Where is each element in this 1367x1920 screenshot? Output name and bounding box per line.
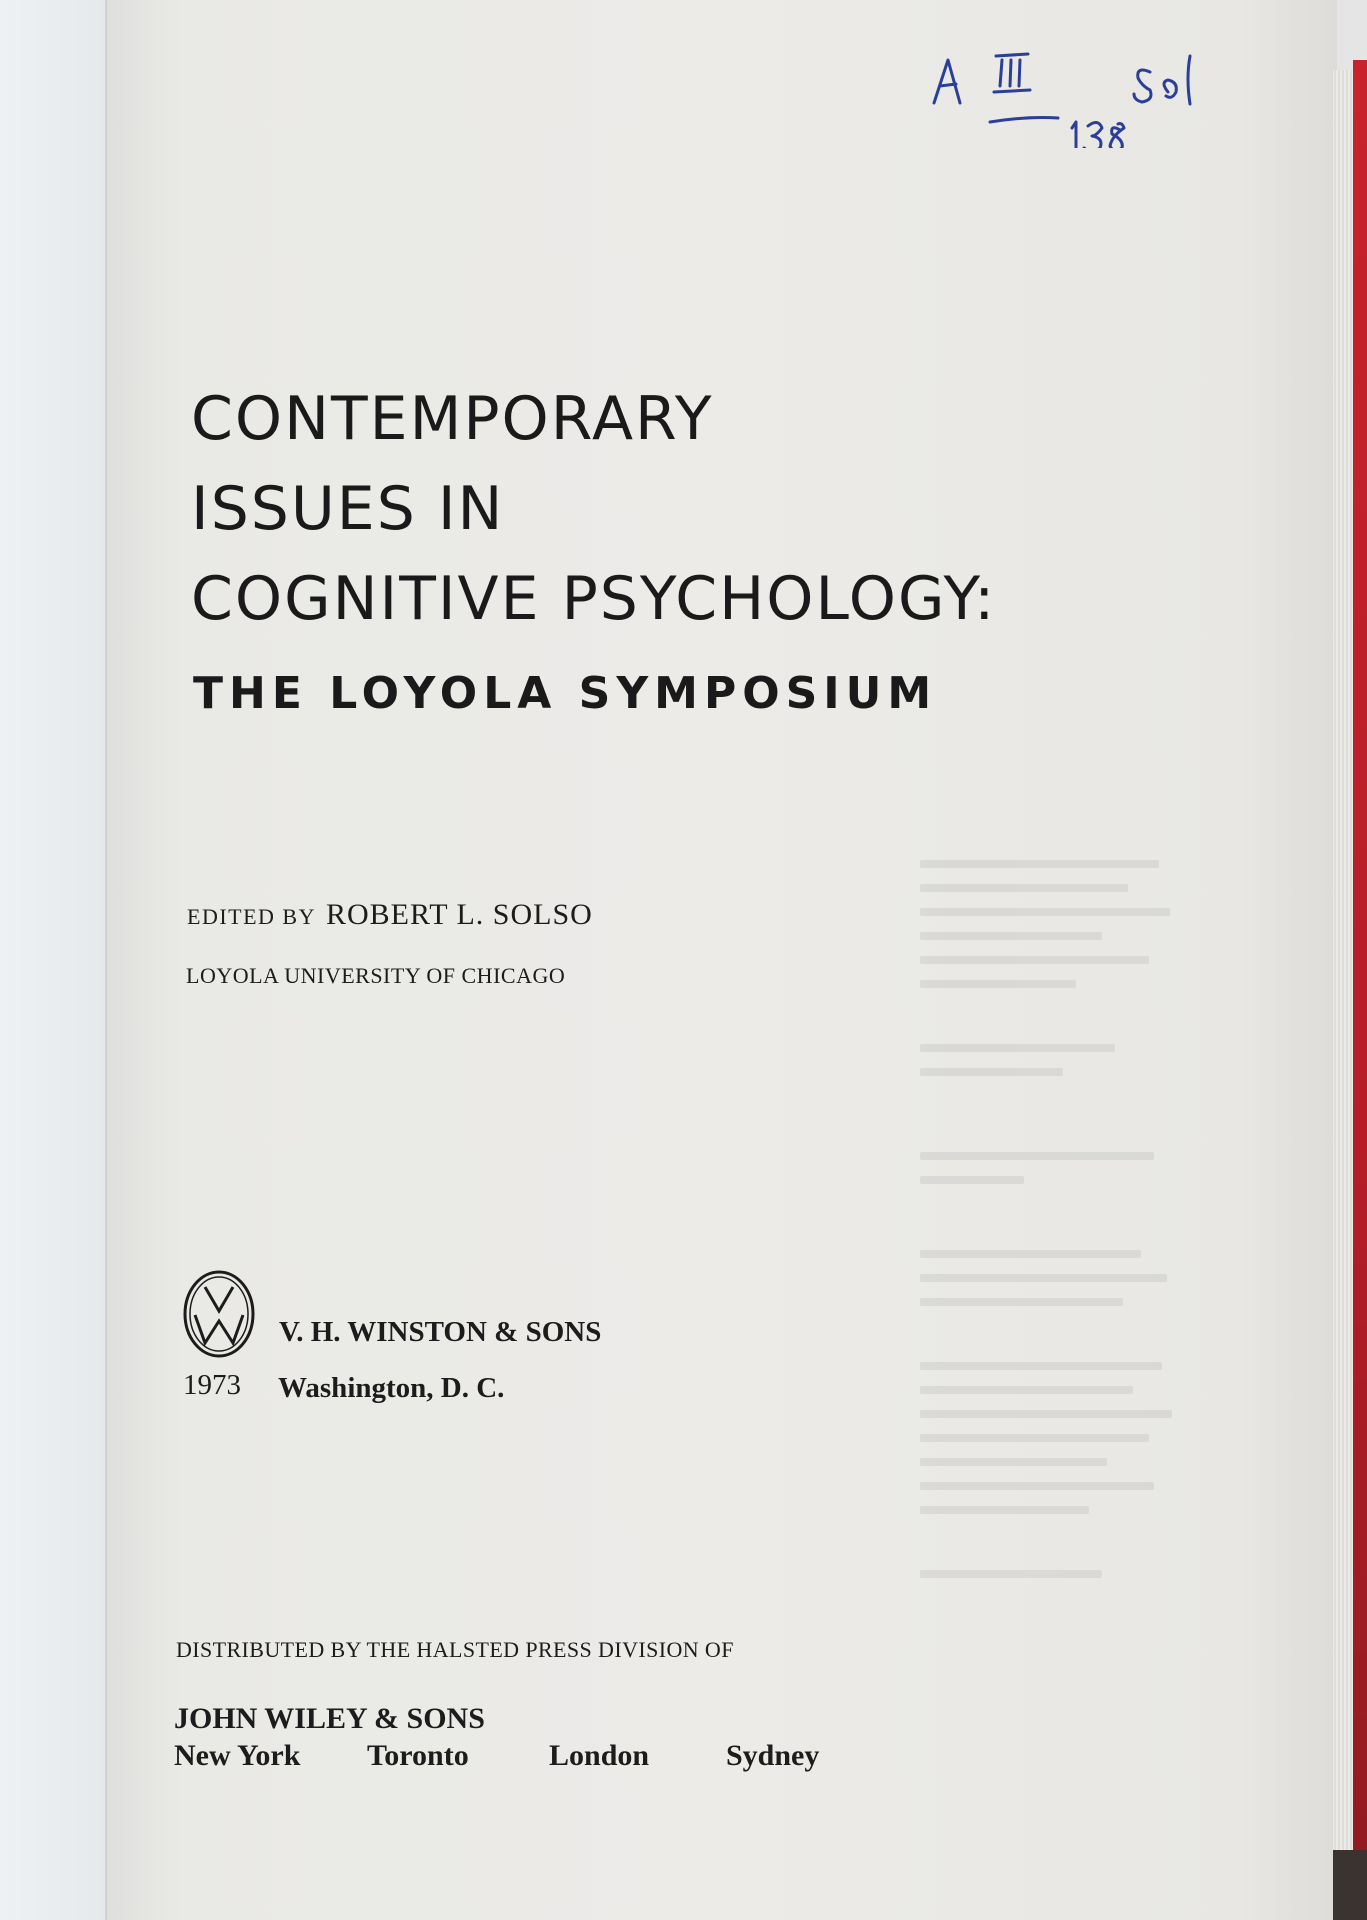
distributor-city: London [549, 1739, 650, 1772]
page-block-edge [1333, 70, 1353, 1920]
editor-line [187, 898, 593, 932]
edited-by-label: EDITED BY [187, 904, 316, 929]
editor-affiliation: LOYOLA UNIVERSITY OF CHICAGO [186, 963, 566, 988]
distributor-city: Sydney [726, 1739, 820, 1772]
publisher-logo-icon [181, 1269, 257, 1359]
editor-name: ROBERT L. SOLSO [325, 898, 593, 931]
title-line-1: CONTEMPORARY [191, 384, 714, 454]
publisher-name: V. H. WINSTON & SONS [279, 1316, 602, 1348]
subtitle: THE LOYOLA SYMPOSIUM [193, 668, 938, 719]
publication-year: 1973 [183, 1369, 241, 1401]
distributor-city: New York [174, 1739, 301, 1772]
red-cover-edge [1353, 60, 1367, 1920]
show-through-text [920, 860, 1180, 1800]
distributor-name: JOHN WILEY & SONS [174, 1702, 485, 1735]
publisher-city: Washington, D. C. [278, 1372, 505, 1404]
distribution-label: DISTRIBUTED BY THE HALSTED PRESS DIVISION OF [176, 1637, 734, 1662]
handwritten-call-number [928, 48, 1218, 148]
title-line-2: ISSUES IN [191, 474, 505, 544]
cover-corner [1333, 1850, 1367, 1920]
title-line-3: COGNITIVE PSYCHOLOGY: [191, 564, 997, 634]
distributor-city: Toronto [367, 1739, 469, 1772]
